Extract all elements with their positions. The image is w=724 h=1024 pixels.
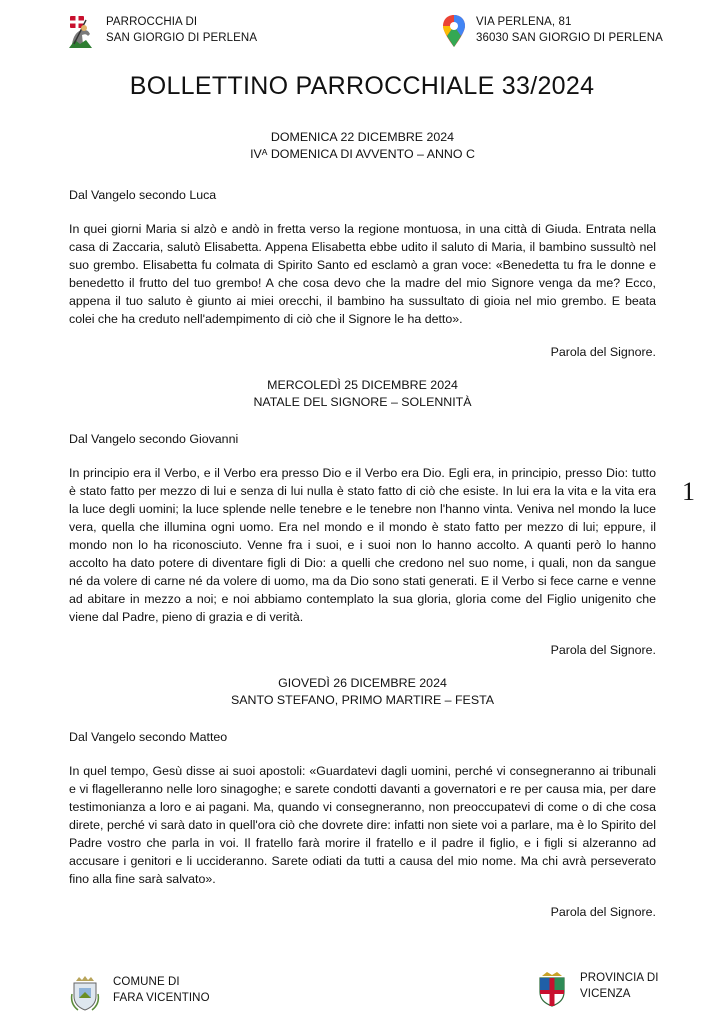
parish-block <box>66 14 257 50</box>
page-number: 1 <box>682 477 695 506</box>
gospel-source: Dal Vangelo secondo Matteo <box>69 730 228 744</box>
gospel-reading: In quei giorni Maria si alzò e andò in fretta verso la regione montuosa, in una città di Giuda. Entrata nella casa di Zaccaria, salutò Elisabetta. Appena Elisabetta ebbe udito il saluto di Maria, il bambino sussultò nel suo grembo. Elisabetta fu colmata di Spirito Santo ed esclamò a gran voce: «Benedetta tu fra le donne e benedetto il frutto del tuo grembo! A che cosa devo che la madre del mio Signore venga da me? Ecco, appena il tuo saluto è giunto ai miei orecchi, il bambino ha sussultato di gioia nel mio grembo. E beata colei che ha creduto nell'adempimento di ciò che il Signore le ha detto». <box>69 222 656 326</box>
section-saint-stephen <box>69 675 656 921</box>
section-occasion: IVᴬ DOMENICA DI AVVENTO – ANNO C <box>250 147 475 161</box>
section-date: DOMENICA 22 DICEMBRE 2024 <box>270 130 455 144</box>
bulletin-content <box>69 129 656 921</box>
address-block <box>442 14 663 48</box>
page-title: BOLLETTINO PARROCCHIALE 33/2024 <box>129 72 595 100</box>
gospel-source: Dal Vangelo secondo Giovanni <box>69 432 239 446</box>
section-advent-sunday <box>69 129 656 361</box>
provincia-line1: PROVINCIA DI <box>580 972 659 984</box>
provincia-block <box>537 970 659 1008</box>
section-christmas <box>69 377 656 659</box>
comune-block <box>70 974 210 1012</box>
gospel-reading: In quel tempo, Gesù disse ai suoi apostoli: «Guardatevi dagli uomini, perché vi consegneranno ai tribunali e vi flagelleranno nelle loro sinagoghe; e sarete condotti davanti a governatori e re per causa mia, per dare testimonianza a loro e ai pagani. Ma, quando vi consegneranno, non preoccupatevi di come o di che cosa direte, perché vi sarà dato in quell'ora ciò che dovrete dire: infatti non siete voi a parlare, ma è lo Spirito del Padre vostro che parla in voi. Il fratello farà morire il fratello e il padre il figlio, e i figli si alzeranno ad accusare i genitori e li uccideranno. Sarete odiati da tutti a causa del mio nome. Ma chi avrà perseverato fino alla fine sarà salvato». <box>69 764 656 886</box>
gospel-source: Dal Vangelo secondo Luca <box>69 188 217 202</box>
comune-line1: COMUNE DI <box>113 976 180 988</box>
parish-name-line1: PARROCCHIA DI <box>106 16 198 28</box>
address-line1: VIA PERLENA, 81 <box>476 16 572 28</box>
saint-george-logo-icon <box>66 14 94 50</box>
provincia-line2: VICENZA <box>580 988 631 1000</box>
address-line2: 36030 SAN GIORGIO DI PERLENA <box>476 32 663 44</box>
section-occasion: NATALE DEL SIGNORE – SOLENNITÀ <box>253 395 472 409</box>
section-date: GIOVEDÌ 26 DICEMBRE 2024 <box>278 676 447 690</box>
section-date: MERCOLEDÌ 25 DICEMBRE 2024 <box>267 378 458 392</box>
page-header <box>0 14 724 54</box>
comune-crest-icon <box>70 974 100 1012</box>
provincia-crest-icon <box>537 970 567 1008</box>
parish-name-line2: SAN GIORGIO DI PERLENA <box>106 32 258 44</box>
reading-closing: Parola del Signore. <box>550 643 656 657</box>
comune-line2: FARA VICENTINO <box>113 992 210 1004</box>
gospel-reading: In principio era il Verbo, e il Verbo era presso Dio e il Verbo era Dio. Egli era, in principio, presso Dio: tutto è stato fatto per mezzo di lui e senza di lui nulla è stato fatto di ciò che esiste. In lui era la vita e la vita era la luce degli uomini; la luce splende nelle tenebre e le tenebre non l'hanno vinta. Veniva nel mondo la luce vera, quella che illumina ogni uomo. Era nel mondo e il mondo è stato fatto per mezzo di lui; eppure, il mondo non lo ha riconosciuto. Venne fra i suoi, e i suoi non lo hanno accolto. A quanti però lo hanno accolto ha dato potere di diventare figli di Dio: a quelli che credono nel suo nome, i quali, non da sangue né da volere di carne né da volere di uomo, ma da Dio sono stati generati. E il Verbo si fece carne e venne ad abitare in mezzo a noi; e noi abbiamo contemplato la sua gloria, gloria come del Figlio unigenito che viene dal Padre, pieno di grazia e di verità. <box>69 466 656 624</box>
reading-closing: Parola del Signore. <box>550 905 656 919</box>
map-pin-icon <box>442 14 466 48</box>
reading-closing: Parola del Signore. <box>550 345 656 359</box>
section-occasion: SANTO STEFANO, PRIMO MARTIRE – FESTA <box>231 693 494 707</box>
